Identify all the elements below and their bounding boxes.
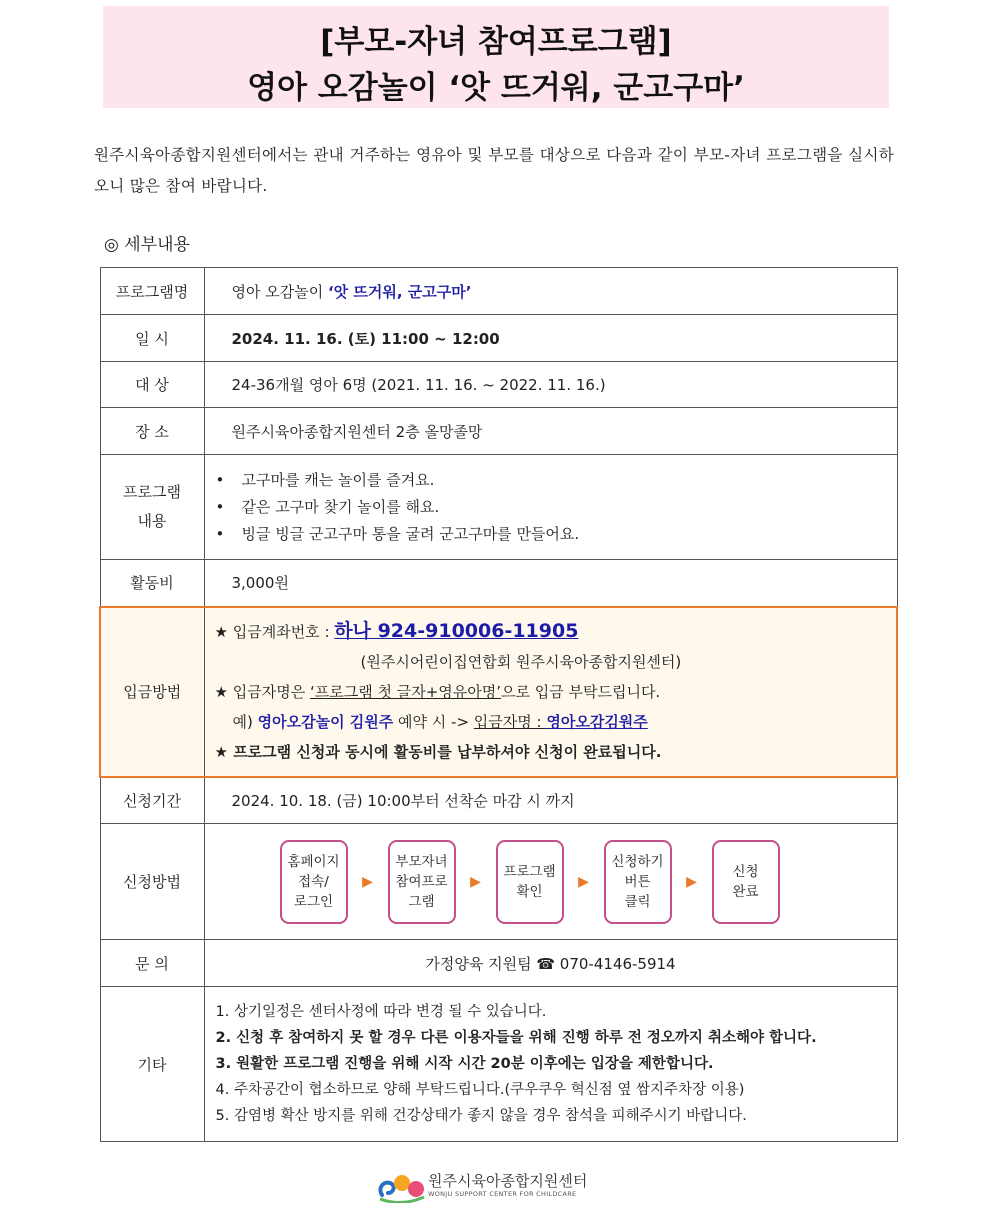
account-holder: (원주시어린이집연합회 원주시육아종합지원센터) <box>360 653 682 671</box>
phone-number: 070-4146-5914 <box>555 954 676 973</box>
intro-paragraph: 원주시육아종합지원센터에서는 관내 거주하는 영유아 및 부모를 대상으로 다음과 같이 부모-자녀 프로그램을 실시하오니 많은 참여 바랍니다. <box>94 146 894 195</box>
value-period: 2024. 10. 18. (금) 10:00부터 선착순 마감 시 까지 <box>204 777 897 824</box>
section-heading: ◎ 세부내용 <box>104 235 190 255</box>
step-login: 홈페이지 접속/ 로그인 <box>280 840 348 924</box>
label-inquiry: 문 의 <box>100 940 204 987</box>
list-item: 3. 원활한 프로그램 진행을 위해 시작 시간 20분 이후에는 입장을 제한합니다. <box>215 1056 714 1072</box>
value-program-name: 영아 오감놀이 ‘앗 뜨거워, 군고구마’ <box>204 268 897 315</box>
account-line: ★ 입금계좌번호 : 하나 924-910006-11905 <box>214 620 579 642</box>
program-name-highlight: ‘앗 뜨거워, 군고구마’ <box>327 282 472 301</box>
row-payment <box>100 607 897 777</box>
row-datetime <box>100 315 897 362</box>
value-inquiry: 가정양육 지원팀 ☎ 070-4146-5914 <box>204 940 897 987</box>
step-click-apply: 신청하기 버튼 클릭 <box>604 840 672 924</box>
list-item: • 빙글 빙글 군고구마 통을 굴려 군고구마를 만들어요. <box>215 524 580 543</box>
step-select-program: 부모자녀 참여프로 그램 <box>388 840 456 924</box>
title-banner <box>103 6 889 108</box>
arrow-right-icon: ▶ <box>578 873 589 890</box>
footer <box>376 1167 587 1203</box>
notes-list <box>206 999 896 1129</box>
org-subtitle: WONJU SUPPORT CENTER FOR CHILDCARE <box>428 1190 577 1198</box>
value-target: 24-36개월 영아 6명 (2021. 11. 16. ~ 2022. 11. 16.) <box>204 362 897 408</box>
details-table <box>99 267 898 1142</box>
payment-notice: ★ 프로그램 신청과 동시에 활동비를 납부하셔야 신청이 완료됩니다. <box>214 743 662 761</box>
row-fee <box>100 560 897 607</box>
value-content <box>204 455 897 560</box>
account-number: 하나 924-910006-11905 <box>334 620 579 642</box>
row-target <box>100 362 897 408</box>
row-content <box>100 455 897 560</box>
content-list <box>206 467 896 548</box>
label-program-name: 프로그램명 <box>100 268 204 315</box>
step-check-program: 프로그램 확인 <box>496 840 564 924</box>
label-content: 프로그램 내용 <box>100 455 204 560</box>
list-item: 5. 감염병 확산 방지를 위해 건강상태가 좋지 않을 경우 참석을 피해주시기 바랍니다. <box>215 1108 747 1124</box>
list-item: • 고구마를 캐는 놀이를 즐겨요. <box>215 470 435 489</box>
star-icon: ★ <box>214 623 228 641</box>
list-item: • 같은 고구마 찾기 놀이를 해요. <box>215 497 440 516</box>
title-line-2: 영아 오감놀이 ‘앗 뜨거워, 군고구마’ <box>247 70 745 106</box>
arrow-right-icon: ▶ <box>470 873 481 890</box>
arrow-right-icon: ▶ <box>362 873 373 890</box>
label-fee: 활동비 <box>100 560 204 607</box>
label-payment: 입금방법 <box>100 607 204 777</box>
center-logo-icon <box>376 1167 428 1203</box>
list-item: 1. 상기일정은 센터사정에 따라 변경 될 수 있습니다. <box>215 1004 547 1020</box>
example-name: 영아오감놀이 김원주 <box>257 713 394 731</box>
label-etc: 기타 <box>100 987 204 1142</box>
label-target: 대 상 <box>100 362 204 408</box>
label-period: 신청기간 <box>100 777 204 824</box>
row-method <box>100 824 897 940</box>
depositor-line: ★ 입금자명은 ‘프로그램 첫 글자+영유아명’으로 입금 부탁드립니다. <box>214 683 661 701</box>
row-place <box>100 408 897 455</box>
row-period <box>100 777 897 824</box>
arrow-right-icon: ▶ <box>686 873 697 890</box>
label-place: 장 소 <box>100 408 204 455</box>
list-item: 2. 신청 후 참여하지 못 할 경우 다른 이용자들을 위해 진행 하루 전 정오까지 취소해야 합니다. <box>215 1030 817 1046</box>
application-steps <box>206 840 896 924</box>
list-item: 4. 주차공간이 협소하므로 양해 부탁드립니다.(쿠우쿠우 혁신점 옆 쌈지주차장 이용) <box>215 1082 745 1098</box>
row-program-name <box>100 268 897 315</box>
example-line: 예) 영아오감놀이 김원주 예약 시 -> 입금자명 : 영아오감김원주 <box>232 713 648 731</box>
depositor-rule: ‘프로그램 첫 글자+영유아명’ <box>309 683 501 701</box>
label-datetime: 일 시 <box>100 315 204 362</box>
value-etc <box>204 987 897 1142</box>
label-method: 신청방법 <box>100 824 204 940</box>
row-inquiry <box>100 940 897 987</box>
example-depositor: 영아오감김원주 <box>546 713 648 731</box>
org-name: 원주시육아종합지원센터 <box>428 1172 588 1190</box>
step-complete: 신청 완료 <box>712 840 780 924</box>
value-datetime: 2024. 11. 16. (토) 11:00 ~ 12:00 <box>204 315 897 362</box>
value-fee: 3,000원 <box>204 560 897 607</box>
value-payment <box>204 607 897 777</box>
phone-icon: ☎ <box>536 954 556 973</box>
value-method <box>204 824 897 940</box>
title-line-1: [부모-자녀 참여프로그램] <box>320 24 672 60</box>
value-place: 원주시육아종합지원센터 2층 올망졸망 <box>204 408 897 455</box>
star-icon: ★ <box>214 683 228 701</box>
row-etc <box>100 987 897 1142</box>
star-icon: ★ <box>214 743 228 761</box>
